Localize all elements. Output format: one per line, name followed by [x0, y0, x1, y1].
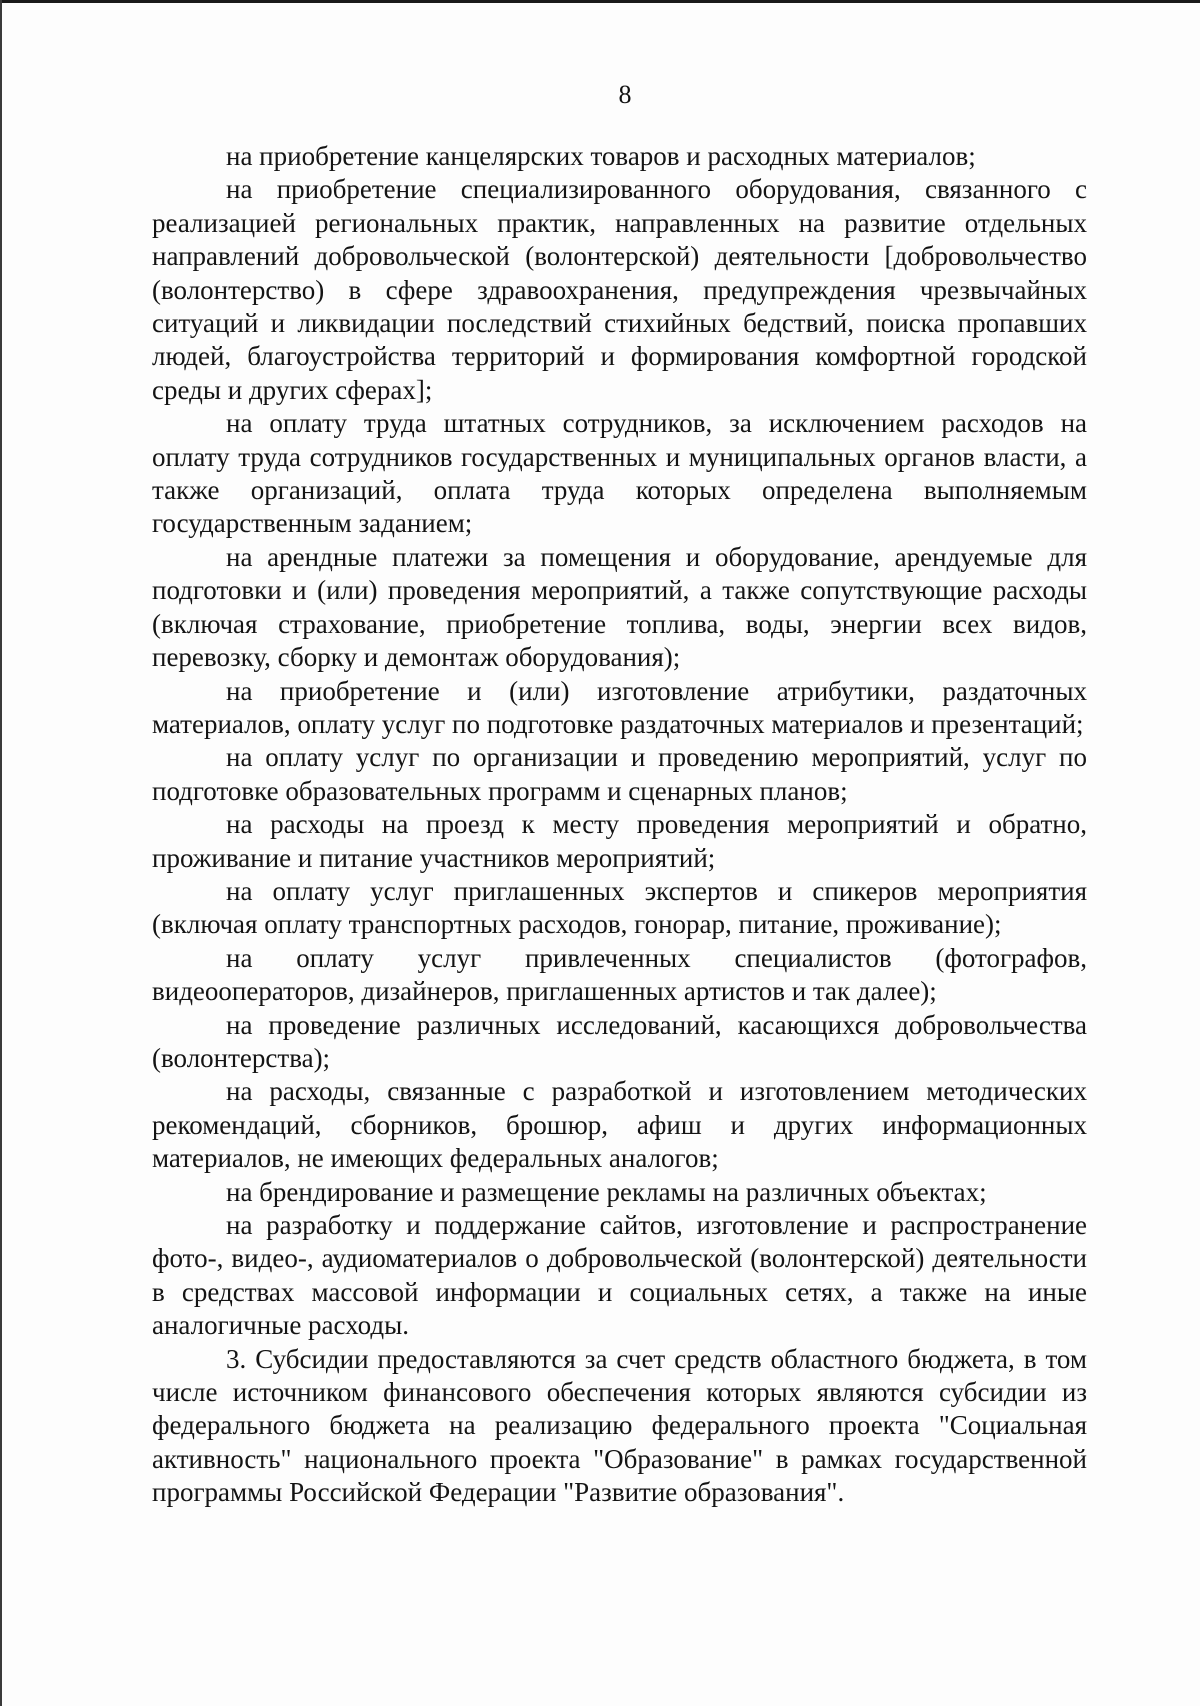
paragraph-invited-experts: на оплату услуг приглашенных экспертов и спикеров мероприятия (включая оплату транспортных расходов, гонорар, питание, проживание);: [152, 875, 1087, 940]
page-number: 8: [618, 80, 632, 109]
scan-edge-top: [0, 0, 1200, 3]
paragraph-branding-advertising: на брендирование и размещение рекламы на различных объектах;: [226, 1176, 987, 1207]
paragraph-staff-salaries: на оплату труда штатных сотрудников, за исключением расходов на оплату труда сотрудников государственных и муниципальных органов власти, а также организаций, оплата труда которых определена выполняемым государственным заданием;: [152, 408, 1087, 539]
scan-edge-left: [0, 0, 2, 1706]
paragraph-websites-media: на разработку и поддержание сайтов, изготовление и распространение фото-, видео-, аудиоматериалов о добровольческой (волонтерской) деятельности в средствах массовой информации и социальных сетях, а также на иные аналогичные расходы.: [152, 1210, 1087, 1341]
paragraph-travel-expenses: на расходы на проезд к месту проведения мероприятий и обратно, проживание и питание участников мероприятий;: [152, 809, 1087, 873]
paragraph-specialists: на оплату услуг привлеченных специалистов (фотографов, видеооператоров, дизайнеров, приглашенных артистов и так далее);: [152, 942, 1087, 1007]
document-body: [152, 140, 1087, 1510]
paragraph-research: на проведение различных исследований, касающихся добровольчества (волонтерства);: [152, 1009, 1087, 1073]
paragraph-attributes-handouts: на приобретение и (или) изготовление атрибутики, раздаточных материалов, оплату услуг по подготовке раздаточных материалов и презентаций;: [152, 675, 1087, 739]
paragraph-specialized-equipment: на приобретение специализированного оборудования, связанного с реализацией региональных практик, направленных на развитие отдельных направлений добровольческой (волонтерской) деятельности [добровольчество (волонтерство) в сфере здравоохранения, предупреждения чрезвычайных ситуаций и ликвидации последствий стихийных бедствий, поиска пропавших людей, благоустройства территорий и формирования комфортной городской среды и других сферах];: [152, 174, 1087, 405]
paragraph-methodical-materials: на расходы, связанные с разработкой и изготовлением методических рекомендаций, сборников, брошюр, афиш и других информационных материалов, не имеющих федеральных аналогов;: [152, 1076, 1087, 1174]
paragraph-office-supplies: на приобретение канцелярских товаров и расходных материалов;: [226, 141, 976, 171]
paragraph-rent-payments: на арендные платежи за помещения и оборудование, арендуемые для подготовки и (или) проведения мероприятий, а также сопутствующие расходы (включая страхование, приобретение топлива, воды, энергии всех видов, перевозку, сборку и демонтаж оборудования);: [152, 541, 1087, 673]
paragraph-subsidies-funding: 3. Субсидии предоставляются за счет средств областного бюджета, в том числе источником финансового обеспечения которых являются субсидии из федерального бюджета на реализацию федерального проекта "Социальная активность" национального проекта "Образование" в рамках государственной программы Российской Федерации "Развитие образования".: [152, 1343, 1087, 1508]
paragraph-event-services: на оплату услуг по организации и проведению мероприятий, услуг по подготовке образовательных программ и сценарных планов;: [152, 742, 1087, 806]
